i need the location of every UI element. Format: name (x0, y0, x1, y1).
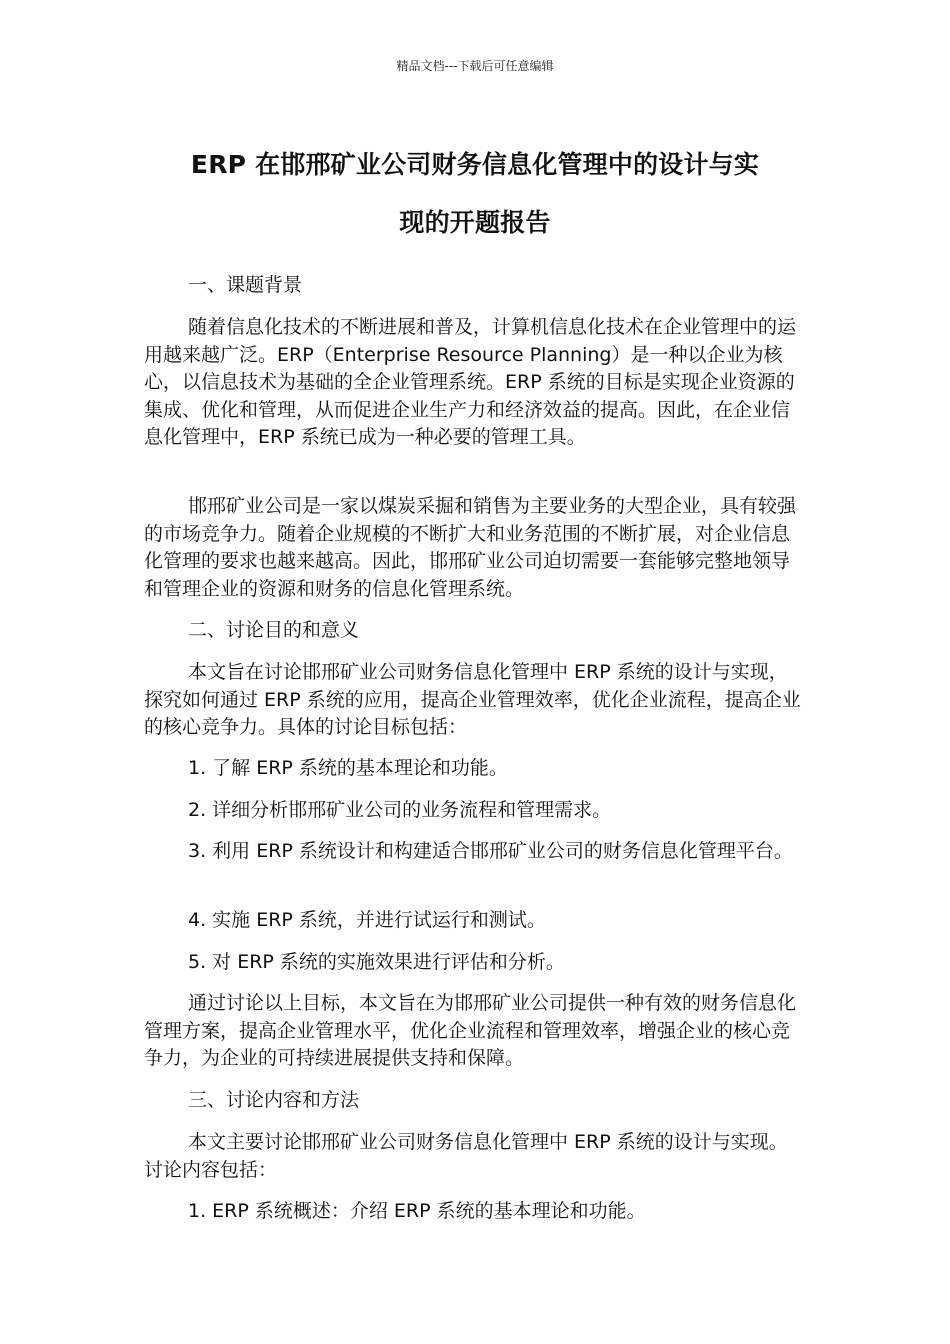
list-item: 3. 利用 ERP 系统设计和构建适合邯邢矿业公司的财务信息化管理平台。 (188, 840, 793, 862)
section-3-paragraph-1: 本文主要讨论邯邢矿业公司财务信息化管理中 ERP 系统的设计与实现。讨论内容包括： (144, 1131, 788, 1181)
list-item: 1. 了解 ERP 系统的基本理论和功能。 (188, 757, 508, 779)
section-1-paragraph-2: 邯邢矿业公司是一家以煤炭采掘和销售为主要业务的大型企业，具有较强的市场竞争力。随着企业规模的不断扩大和业务范围的不断扩展，对企业信息化管理的要求也越来越高。因此，邯邢矿业公司迫切需要一套能够完整地领导和管理企业的资源和财务的信息化管理系统。 (144, 495, 797, 600)
section-2-paragraph-1: 本文旨在讨论邯邢矿业公司财务信息化管理中 ERP 系统的设计与实现，探究如何通过 ERP 系统的应用，提高企业管理效率，优化企业流程，提高企业的核心竞争力。具体的讨论目标包括： (144, 661, 801, 738)
section-2-heading: 二、讨论目的和意义 (188, 619, 360, 641)
document-title (140, 136, 810, 252)
list-item: 4. 实施 ERP 系统，并进行试运行和测试。 (188, 909, 546, 931)
title-line-2: 现的开题报告 (399, 208, 551, 237)
section-1-heading: 一、课题背景 (188, 274, 303, 296)
list-item: 5. 对 ERP 系统的实施效果进行评估和分析。 (188, 951, 565, 973)
header-note: 精品文档---下载后可任意编辑 (396, 59, 554, 73)
title-line-1: ERP 在邯邢矿业公司财务信息化管理中的设计与实 (190, 150, 760, 179)
section-1-paragraph-1: 随着信息化技术的不断进展和普及，计算机信息化技术在企业管理中的运用越来越广泛。ERP（Enterprise Resource Planning）是一种以企业为核心，以信息技术为基础的全企业管理系统。ERP 系统的目标是实现企业资源的集成、优化和管理，从而促进企业生产力和经济效益的提高。因此，在企业信息化管理中，ERP 系统已成为一种必要的管理工具。 (144, 316, 797, 448)
section-3-heading: 三、讨论内容和方法 (188, 1089, 360, 1111)
list-item: 2. 详细分析邯邢矿业公司的业务流程和管理需求。 (188, 799, 612, 821)
list-item: 1. ERP 系统概述：介绍 ERP 系统的基本理论和功能。 (188, 1200, 646, 1222)
section-2-paragraph-2: 通过讨论以上目标，本文旨在为邯邢矿业公司提供一种有效的财务信息化管理方案，提高企业管理水平，优化企业流程和管理效率，增强企业的核心竞争力，为企业的可持续进展提供支持和保障。 (144, 992, 797, 1069)
